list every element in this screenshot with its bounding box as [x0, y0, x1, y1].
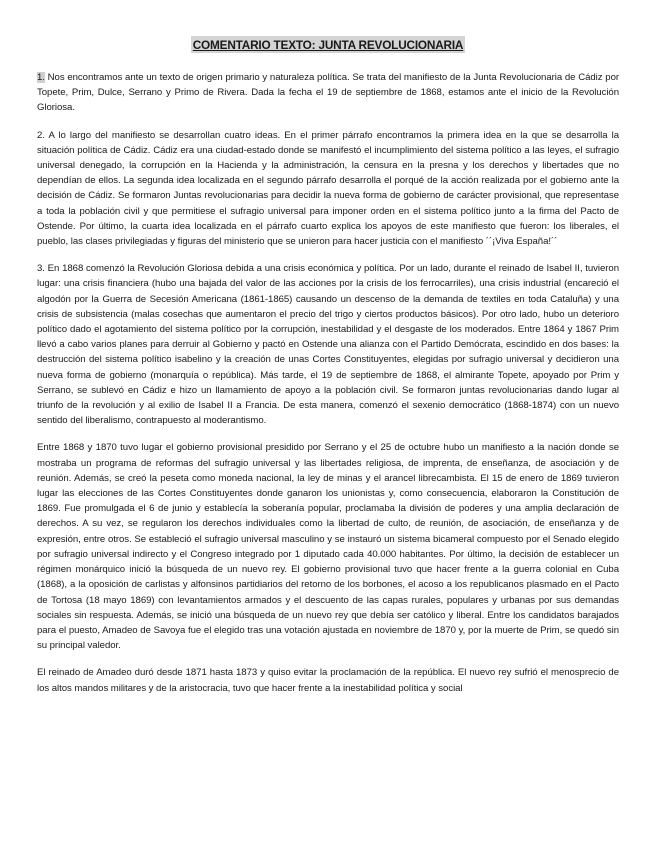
document-page	[37, 36, 619, 708]
paragraph-2: 2. A lo largo del manifiesto se desarrollan cuatro ideas. En el primer párrafo encontramos la primera idea en la que se desarrolla la situación política de Cádiz. Cádiz era una ciudad-estado donde se manifestó el incumplimiento del sistema político a las leyes, el sufragio universal denegado, la corrupción en la Hacienda y la administración, la censura en la presna y los derechos y libertades que no dependían de ellos. La segunda idea localizada en el segundo párrafo desarrolla el porqué de la acción realizada por el gobierno ante la decisión de Cádiz. Se formaron Juntas revolucionarias para decidir la nueva forma de gobierno de carácter provisional, que representase a toda la población civil y que permitiese el sufragio universal para imponer orden en el sistema político junto a la firma del Pacto de Ostende. Por último, la cuarta idea localizada en el párrafo cuarto explica los apoyos de este manifiesto que fueron: los liberales, el pueblo, las clases privilegiadas y figuras del ministerio que se unieron para hacer justicia con el manifiesto ´´¡Viva España!´´	[37, 129, 619, 248]
paragraph-1	[37, 70, 619, 116]
paragraph-3: 3. En 1868 comenzó la Revolución Gloriosa debida a una crisis económica y política. Por un lado, durante el reinado de Isabel II, tuvieron lugar: una crisis financiera (hubo una bajada del valor de las acciones por la crisis de los ferrocarriles), una crisis industrial (encareció el algodón por la Guerra de Secesión Americana (1861-1865) causando un descenso de la demanda de textiles en toda Cataluña) y una crisis de subsistencia (malas cosechas que aumentaron el precio del trigo y ciertos productos básicos). Por otro lado, hubo un deterioro político dado el agotamiento del sistema político por la corrupción, inestabilidad y el desgaste de los moderados. Entre 1864 y 1867 Prim llevó a cabo varios planes para derruir al Gobierno y pactó en Ostende una alianza con el Partido Demócrata, escindido en dos bases: la destrucción del sistema político isabelino y la creación de unas Cortes Constituyentes, elegidas por sufragio universal y decidieron una nueva forma de gobierno (monarquía o república). Más tarde, el 19 de septiembre de 1868, el almirante Topete, apoyado por Prim y Serrano, se sublevó en Cádiz e hizo un llamamiento de apoyo a la población civil. Se formaron juntas revolucionarias dando lugar al triunfo de la revolución y al exilio de Isabel II a Francia. De esta manera, comenzó el sexenio democrático (1868-1874) con un nuevo sentido del liberalismo, contrapuesto al moderantismo.	[37, 263, 619, 427]
document-title: COMENTARIO TEXTO: JUNTA REVOLUCIONARIA	[192, 38, 464, 52]
paragraph-4: Entre 1868 y 1870 tuvo lugar el gobierno provisional presidido por Serrano y el 25 de octubre hubo un manifiesto a la nación donde se mostraba un programa de reformas del sufragio universal y las libertades religiosa, de imprenta, de enseñanza, de asociación y de reunión. Además, se creó la peseta como moneda nacional, la ley de minas y el arancel librecambista. El 15 de enero de 1869 tuvieron lugar las elecciones de las Cortes Constituyentes donde ganaron los unionistas y, como consecuencia, elaboraron la Constitución de 1869. Fue promulgada el 6 de junio y establecía la soberanía popular, proclamaba la división de poderes y una amplia declaración de derechos. A su vez, se regularon los derechos individuales como la libertad de culto, de reunión, de asociación, de enseñanza y de expresión, entre otros. Se estableció el sufragio universal masculino y se instauró un sistema bicameral compuesto por el Senado elegido por sufragio universal indirecto y el Congreso integrado por 1 diputado cada 40.000 habitantes. Por último, la decisión de establecer un régimen monárquico inició la búsqueda de un nuevo rey. El gobierno provisional tuvo que hacer frente a la guerra colonial en Cuba (1868), a la oposición de carlistas y alfonsinos partidiarios del retorno de los borbones, el acoso a los republicanos plasmado en el Pacto de Tortosa (18 mayo 1869) con levantamientos armados y el descuento de las capas rurales, populares y urbanas por sus demandas sociales sin respuesta. Además, se inició una búsqueda de un nuevo rey que debía ser católico y liberal. Entre los candidatos barajados para el puesto, Amadeo de Savoya fue el elegido tras una votación ajustada en noviembre de 1870 y, por la muerte de Prim, se quedó sin su principal valedor.	[37, 442, 619, 652]
paragraph-5: El reinado de Amadeo duró desde 1871 hasta 1873 y quiso evitar la proclamación de la república. El nuevo rey sufrió el menosprecio de los altos mandos militares y de la aristocracia, tuvo que hacer frente a la inestabilidad política y social	[37, 667, 619, 694]
title-container	[37, 36, 619, 56]
paragraph-1-text: Nos encontramos ante un texto de origen primario y naturaleza política. Se trata del manifiesto de la Junta Revolucionaria de Cádiz por Topete, Prim, Dulce, Serrano y Primo de Rivera. Dada la fecha el 19 de septiembre de 1868, estamos ante el inicio de la Revolución Gloriosa.	[37, 72, 619, 114]
paragraph-1-number: 1.	[37, 72, 45, 83]
